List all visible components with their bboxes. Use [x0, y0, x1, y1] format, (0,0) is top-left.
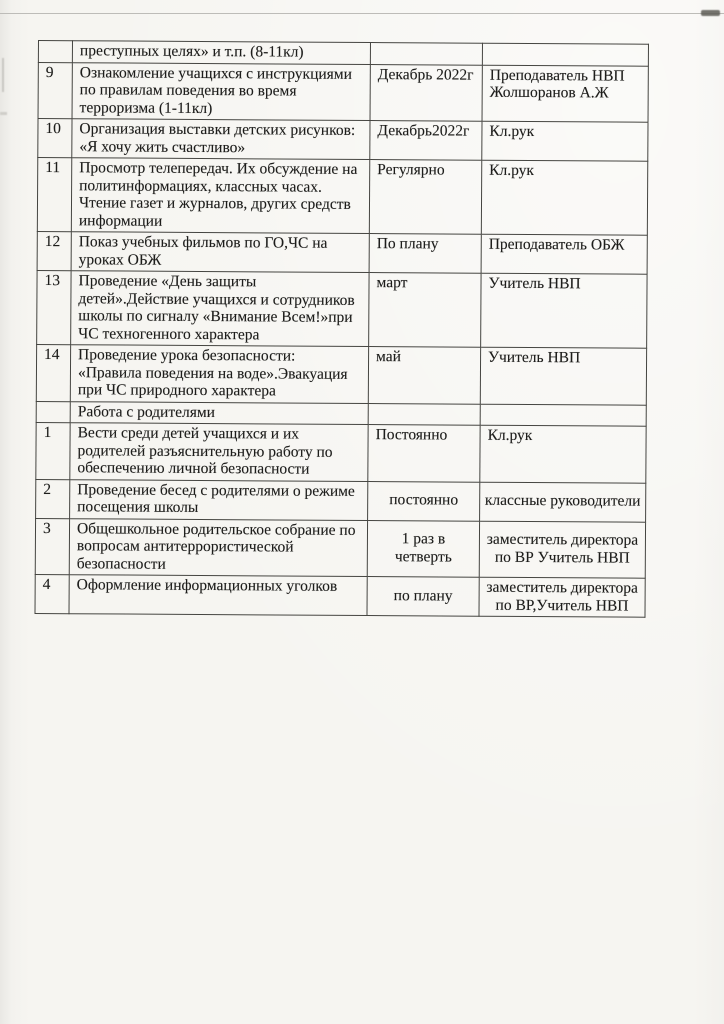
document-area: [34, 40, 649, 618]
row-number-cell: 3: [35, 518, 69, 575]
responsible-cell: Кл.рук: [480, 425, 646, 483]
row-number-cell: 11: [37, 158, 71, 232]
responsible-cell: Учитель НВП: [481, 273, 647, 348]
left-edge-mark: [2, 58, 4, 92]
table-row: [35, 574, 645, 617]
date-cell: март: [369, 273, 481, 348]
row-number-cell: 10: [38, 119, 72, 158]
activity-cell: Ознакомление учащихся с инструкциями по правилам поведения во время терроризма (1-11кл): [72, 62, 370, 120]
activity-cell: Показ учебных фильмов по ГО,ЧС на уроках ОБЖ: [71, 232, 369, 273]
table-row: [37, 158, 647, 236]
table-row: [36, 344, 646, 404]
date-cell: постоянно: [368, 481, 480, 521]
responsible-cell: Преподаватель ОБЖ: [481, 234, 647, 274]
row-number-cell: [38, 41, 72, 63]
date-cell: май: [368, 347, 480, 404]
table-row: [38, 119, 648, 162]
row-number-cell: 13: [37, 270, 71, 344]
date-cell: Декабрь 2022г: [370, 64, 482, 121]
left-edge-mark: [0, 112, 7, 115]
responsible-cell: [482, 43, 648, 66]
activity-cell: Проведение «День защиты детей».Действие учащихся и сотрудников школы по сигналу «Внимание Всем!»при ЧС техногенного характера: [71, 271, 369, 347]
activity-cell: Общешкольное родительское собрание по вопросам антитеррористической безопасности: [69, 518, 367, 576]
date-cell: Декабрь2022г: [370, 121, 482, 161]
row-number-cell: [36, 401, 70, 423]
date-cell: по плану: [367, 577, 479, 617]
row-number-cell: 4: [35, 574, 69, 613]
date-cell: [368, 403, 480, 425]
responsible-cell: [480, 404, 646, 427]
table-row: [36, 422, 646, 482]
date-cell: [370, 43, 482, 65]
table-row: [36, 479, 646, 522]
date-cell: Регулярно: [369, 160, 481, 235]
row-number-cell: 9: [38, 62, 72, 119]
table-row: [35, 518, 645, 578]
responsible-cell: Кл.рук: [482, 121, 648, 161]
date-cell: Постоянно: [368, 425, 480, 482]
table-row: [37, 270, 647, 348]
responsible-cell: Преподаватель НВП Жолшоранов А.Ж: [482, 65, 648, 123]
responsible-cell: заместитель директора по ВР Учитель НВП: [479, 521, 645, 579]
activity-cell: Просмотр телепередач. Их обсуждение на политинформациях, классных часах. Чтение газет и журналов, других средств информации: [71, 158, 369, 234]
row-number-cell: 1: [36, 422, 70, 479]
activities-table: [34, 40, 648, 618]
activity-cell: Вести среди детей учащихся и их родителей разъяснительную работу по обеспечению личной безопасности: [70, 423, 368, 481]
responsible-cell: Кл.рук: [481, 160, 647, 235]
activity-cell: Оформление информационных уголков: [69, 575, 367, 616]
table-row: [38, 62, 648, 122]
responsible-cell: классные руководители: [480, 482, 646, 522]
date-cell: 1 раз в четверть: [367, 520, 479, 577]
top-scan-line: [0, 13, 724, 14]
activity-cell: преступных целях» и т.п. (8-11кл): [72, 41, 370, 64]
activity-cell: Проведение бесед с родителями о режиме посещения школы: [70, 479, 368, 520]
table-row: [37, 231, 647, 274]
activity-cell: Работа с родителями: [70, 401, 368, 424]
activity-cell: Проведение урока безопасности: «Правила поведения на воде».Эвакуация при ЧС природного характера: [70, 345, 368, 403]
row-number-cell: 2: [36, 479, 70, 518]
row-number-cell: 14: [36, 344, 70, 401]
responsible-cell: заместитель директора по ВР,Учитель НВП: [479, 577, 645, 617]
date-cell: По плану: [369, 234, 481, 274]
activity-cell: Организация выставки детских рисунков: «Я хочу жить счастливо»: [72, 119, 370, 160]
row-number-cell: 12: [37, 231, 71, 270]
responsible-cell: Учитель НВП: [480, 347, 646, 405]
top-scan-smudge: [701, 10, 720, 16]
